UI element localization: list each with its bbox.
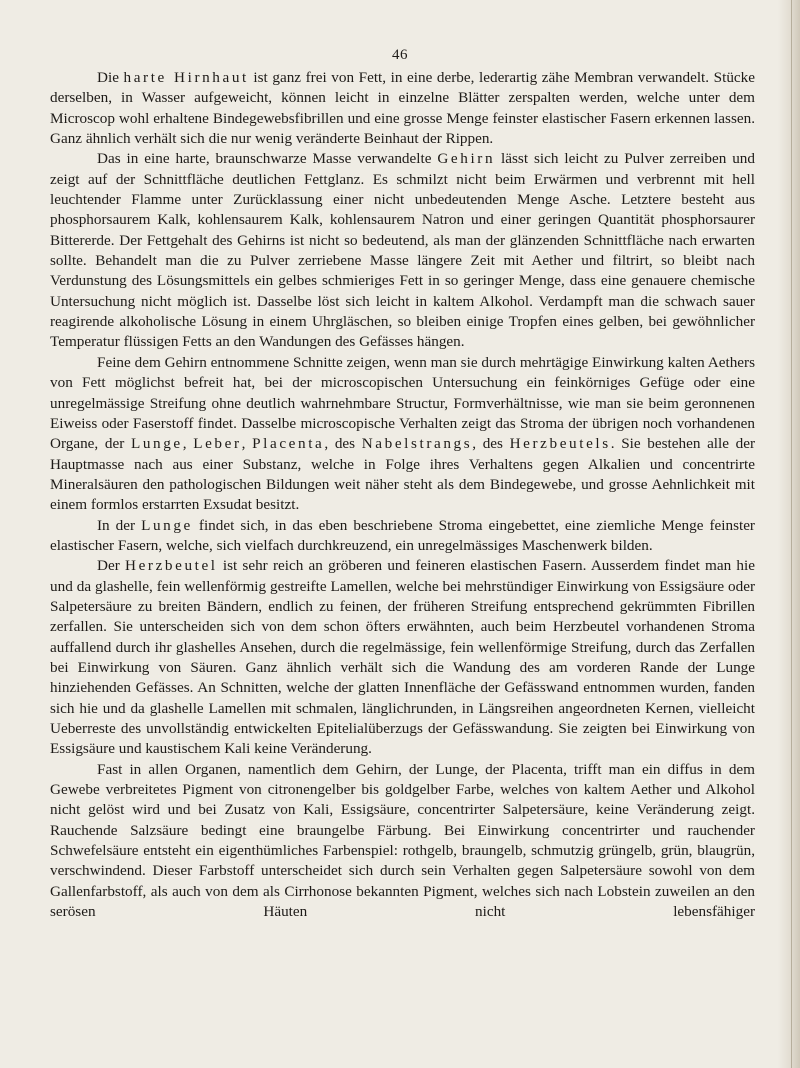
paragraph — [50, 68, 755, 149]
text-run: lässt sich leicht zu Pulver zerreiben und zeigt auf der Schnittfläche deutlichen Fettglanz. Es schmilzt nicht beim Erwärmen und verbrennt mit hell leuchtender Flamme unter Zurücklassung einer nicht unbedeutenden Menge Asche. Letztere besteht aus phosphorsaurem Kalk, kohlensaurem Kalk, kohlensaurem Natron und einer geringen Quantität phosphorsaurer Bittererde. Der Fettgehalt des Gehirns ist nicht so bedeutend, als man der glänzenden Schnittfläche nach erwarten sollte. Behandelt man die zu Pulver zerriebene Masse längere Zeit mit Aether und filtrirt, so bleibt nach Verdunstung des Lösungsmittels ein gelbes schmieriges Fett in so geringer Menge, dass eine genauere chemische Untersuchung nicht möglich ist. Dasselbe löst sich leicht in kaltem Alkohol. Verdampft man die schwach sauer reagirende alkoholische Lösung in einem Uhrgläschen, so bleiben einige Tropfen eines gelben, bei gewöhnlicher Temperatur flüssigen Fetts an den Wandungen des Gefässes hängen. — [50, 150, 755, 351]
emphasized-term: Lunge — [141, 516, 193, 534]
paragraph — [50, 516, 755, 557]
text-run: , des — [324, 435, 362, 453]
paragraph — [50, 149, 755, 352]
text-run: Feine dem Gehirn entnommene Schnitte zeigen, wenn man sie durch mehrtägige Einwirkung kalten Aethers von Fett möglichst befreit hat, bei der microscopischen Untersuchung ein feinkörniges Gefüge oder eine unregelmässige Streifung ohne deutlich wahrnehmbare Structur, Formverhältnisse, wie man sie beim geronnenen Eiweiss oder Faserstoff findet. Dasselbe microscopische Verhalten zeigt das Stroma der übrigen noch vorhandenen Organe, der — [50, 353, 755, 453]
paragraph — [50, 556, 755, 759]
text-run: . Sie bestehen alle der Hauptmasse nach aus einer Substanz, welche in Folge ihres Verhaltens gegen Alkalien und concentrirte Mineralsäuren den pathologischen Bildungen weit näher steht als dem Bindegewebe, und grosse Aehnlichkeit mit einem formlos erstarrten Exsudat besitzt. — [50, 435, 756, 514]
emphasized-term: Nabelstrangs — [361, 435, 473, 453]
paragraph — [50, 760, 755, 923]
emphasized-term: Leber — [193, 435, 242, 453]
page-edge — [778, 0, 800, 1068]
text-run: , des — [472, 435, 510, 453]
text-run: ist ganz frei von Fett, in eine derbe, lederartig zähe Membran verwandelt. Stücke derselben, in Wasser aufgeweicht, können leicht in einzelne Blätter zerspalten werden, welche unter dem Microscop wohl erhaltene Bindegewebsfibrillen und eine grosse Menge feinster elastischer Fasern erkennen lassen. Ganz ähnlich verhält sich die nur wenig veränderte Beinhaut der Rippen. — [50, 69, 755, 148]
text-run: , — [182, 435, 194, 453]
emphasized-term: harte Hirnhaut — [123, 69, 249, 86]
emphasized-term: Lunge — [130, 435, 183, 453]
text-run: , — [241, 435, 253, 453]
text-run: findet sich, in das eben beschriebene Stroma eingebettet, eine ziemliche Menge feinster elastischer Fasern, welche, sich vielfach durchkreuzend, ein unregelmässiges Maschenwerk bilden. — [50, 516, 755, 554]
text-run: Die — [97, 69, 124, 86]
text-run: Das in eine harte, braunschwarze Masse verwandelte — [97, 150, 438, 168]
page-number: 46 — [392, 47, 408, 63]
emphasized-term: Herzbeutels — [509, 435, 611, 453]
emphasized-term: Placenta — [252, 435, 325, 453]
text-run: Der — [97, 557, 125, 575]
text-run: Fast in allen Organen, namentlich dem Gehirn, der Lunge, der Placenta, trifft man ein diffus in dem Gewebe verbreitetes Pigment von citronengelber bis goldgelber Farbe, welches von kaltem Aether und Alkohol nicht gelöst wird und bei Zusatz von Kali, Essigsäure, concentrirter Salpetersäure, keine Veränderung zeigt. Rauchende Salzsäure bedingt eine braungelbe Färbung. Bei Einwirkung concentrirter und rauchender Schwefelsäure entsteht ein eigenthümliches Farbenspiel: rothgelb, braungelb, schmutzig grüngelb, grün, blaugrün, verschwindend. Dieser Farbstoff unterscheidet sich durch sein Verhalten gegen Salpetersäure sowohl von dem Gallenfarbstoff, als auch von dem als Cirrhonose bekannten Pigment, welches sich nach Lobstein zuweilen an den serösen Häuten nicht lebensfähiger — [50, 760, 755, 921]
emphasized-term: Gehirn — [437, 150, 496, 168]
text-run: In der — [97, 516, 142, 534]
paragraph — [50, 353, 755, 516]
text-run: ist sehr reich an gröberen und feineren elastischen Fasern. Ausserdem findet man hie und da glashelle, fein wellenförmig gestreifte Lamellen, welche bei mehrstündiger Einwirkung von Essigsäure oder Salpetersäure zu breiten Bändern, endlich zu feinen, der früheren Streifung entsprechend gekrümmten Fibrillen zerfallen. Sie unterscheiden sich von dem schon öfters erwähnten, auch beim Herzbeutel vorhandenen Stroma auffallend durch ihr glashelles Ansehen, durch die regelmässige, fein wellenförmige Streifung, durch das Zerfallen bei Einwirkung von Säuren. Ganz ähnlich verhält sich die Wandung des am vorderen Rande der Lunge hinziehenden Gefässes. An Schnitten, welche der glatten Innenfläche der Gefässwand entnommen wurden, fanden sich hie und da glashelle Lamellen mit schmalen, länglichrunden, in Längsreihen angeordneten Kernen, vielleicht Ueberreste des unvollständig entwickelten Epitelialüberzugs der Gefässwandung. Sie zeigten bei Einwirkung von Essigsäure und kaustischem Kali keine Veränderung. — [50, 557, 755, 758]
emphasized-term: Herzbeutel — [125, 557, 218, 575]
body-text — [50, 68, 755, 922]
page-edge-line — [791, 0, 792, 1068]
